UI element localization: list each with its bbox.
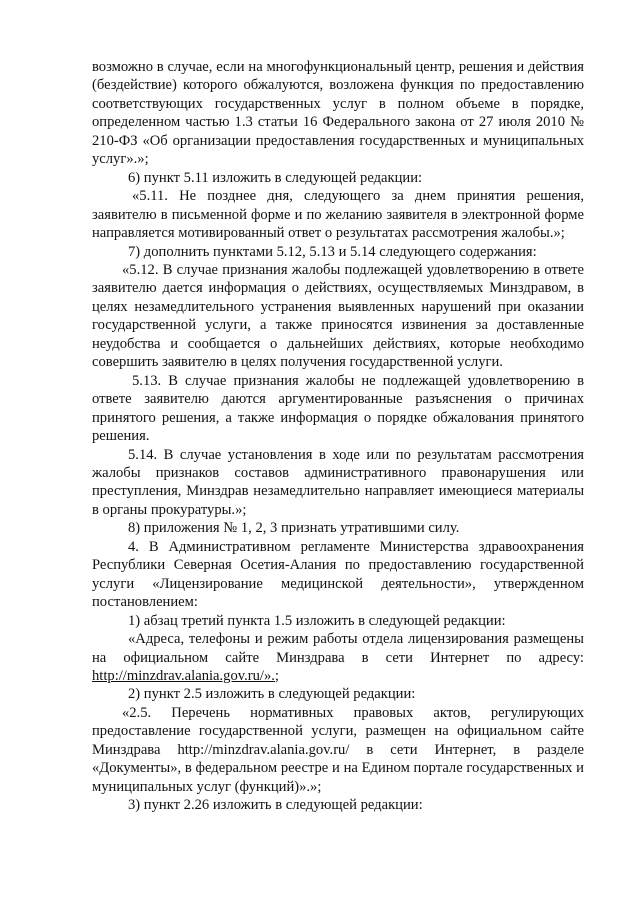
paragraph-clause-5-13: 5.13. В случае признания жалобы не подлежащей удовлетворению в ответе заявителю даются аргументированные разъяснения о причинах принятого решения, а также информация о порядке обжалования принятого решения. bbox=[92, 372, 584, 445]
paragraph-subitem-2: 2) пункт 2.5 изложить в следующей редакции: bbox=[128, 686, 416, 703]
paragraph-item-6: 6) пункт 5.11 изложить в следующей редакции: bbox=[128, 169, 423, 186]
paragraph-complaint-mfc: возможно в случае, если на многофункциональный центр, решения и действия (бездействие) которого обжалуются, возложена функция по предоставлению соответствующих государственных услуг в полном объеме в порядке, определенном частью 1.3 статьи 16 Федерального закона от 27 июля 2010 № 210-ФЗ «Об организации предоставления государственных и муниципальных услуг».»; bbox=[92, 59, 584, 168]
paragraph-clause-5-12: «5.12. В случае признания жалобы подлежащей удовлетворению в ответе заявителю дается информация о действиях, осуществляемых Минздравом, в целях незамедлительного устранения выявленных нарушений при оказании государственной услуги, а также приносятся извинения за доставленные неудобства и сообщается о дальнейших действиях, которые необходимо совершить заявителю в целях получения государственной услуги. bbox=[92, 261, 584, 371]
paragraph-licensing-address-text: «Адреса, телефоны и режим работы отдела лицензирования размещены на официальном сайте Минздрава в сети Интернет по адресу: bbox=[92, 631, 584, 666]
paragraph-item-7: 7) дополнить пунктами 5.12, 5.13 и 5.14 следующего содержания: bbox=[128, 243, 537, 260]
paragraph-item-8: 8) приложения № 1, 2, 3 признать утратившими силу. bbox=[128, 520, 460, 537]
document-page bbox=[92, 58, 584, 815]
paragraph-subitem-1: 1) абзац третий пункта 1.5 изложить в следующей редакции: bbox=[128, 612, 506, 629]
paragraph-clause-5-14: 5.14. В случае установления в ходе или по результатам рассмотрения жалобы признаков составов административного правонарушения или преступления, Минздрав незамедлительно направляет имеющиеся материалы в органы прокуратуры.»; bbox=[92, 446, 584, 518]
paragraph-subitem-3: 3) пункт 2.26 изложить в следующей редакции: bbox=[128, 797, 423, 814]
paragraph-clause-5-11: «5.11. Не позднее дня, следующего за днем принятия решения, заявителю в письменной форме и по желанию заявителя в электронной форме направляется мотивированный ответ о результатах рассмотрения жалобы.»; bbox=[92, 188, 584, 242]
paragraph-licensing-address-end: ; bbox=[274, 667, 279, 684]
paragraph-clause-2-5: «2.5. Перечень нормативных правовых актов, регулирующих предоставление государственной услуги, размещен на официальном сайте Минздрава http://minzdrav.alania.gov.ru/ в сети Интернет, в разделе «Документы», в федеральном реестре и на Едином портале государственных и муниципальных услуг (функций)».»; bbox=[92, 704, 584, 795]
minzdrav-website-link[interactable]: http://minzdrav.alania.gov.ru/». bbox=[92, 667, 275, 684]
paragraph-section-4: 4. В Административном регламенте Министерства здравоохранения Республики Северная Осетия-Алания по предоставлению государственной услуги «Лицензирование медицинской деятельности», утвержденном постановлением: bbox=[92, 538, 584, 611]
paragraph-licensing-address bbox=[92, 630, 584, 685]
